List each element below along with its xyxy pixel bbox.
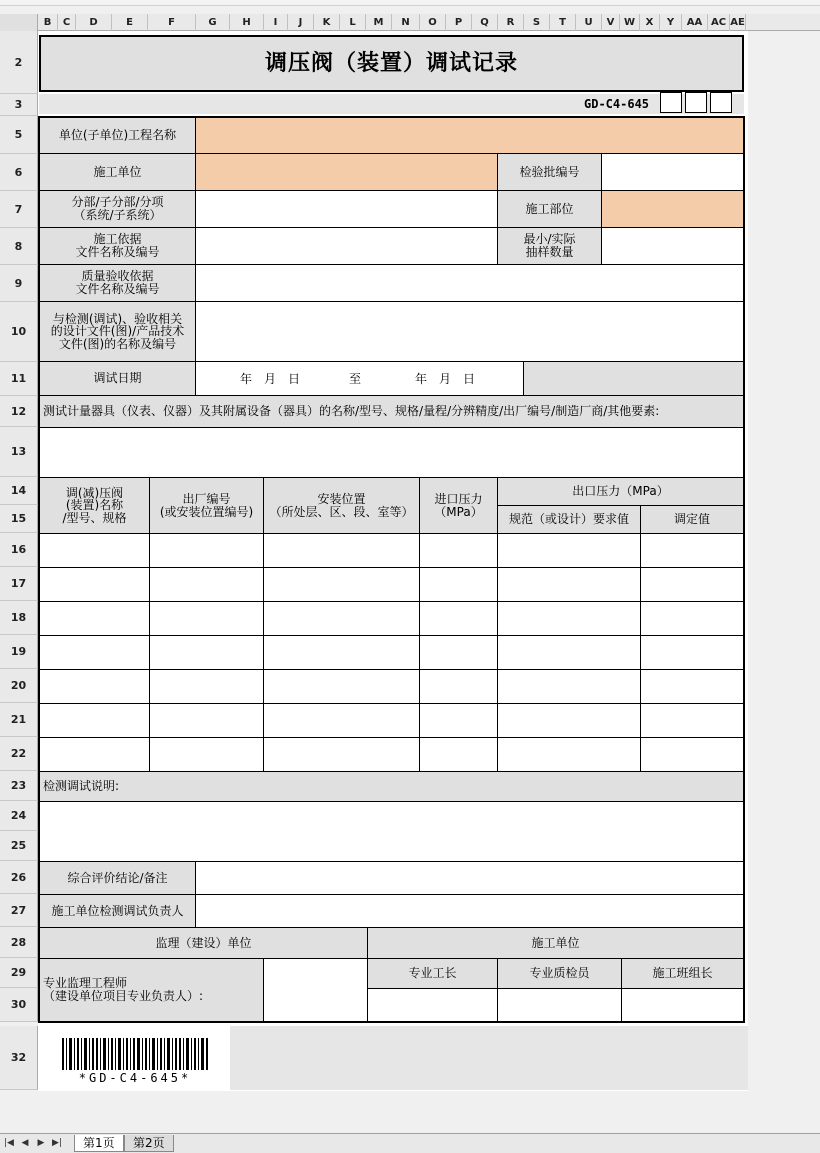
quality-basis-label-line1: 质量验收依据 [81,269,154,284]
table-cell[interactable] [263,567,420,602]
column-header[interactable]: V [602,14,620,31]
table-cell[interactable] [497,669,641,704]
column-header[interactable]: K [314,14,340,31]
debug-date-label: 调试日期 [39,361,196,396]
column-header[interactable]: AA [682,14,708,31]
row-header[interactable]: 27 [0,894,38,927]
inlet-pressure-header [419,477,498,534]
subdivision-label-line2: （系统/子系统） [73,208,162,222]
checkbox-3[interactable] [710,92,732,113]
construction-part-label: 施工部位 [497,190,602,228]
table-cell[interactable] [419,703,498,738]
conclusion-input[interactable] [195,861,744,895]
row-header[interactable]: 8 [0,228,38,265]
column-header[interactable]: L [340,14,366,31]
table-cell[interactable] [149,703,264,738]
row-header[interactable]: 11 [0,362,38,396]
column-header[interactable]: S [524,14,550,31]
subdivision-label-line1: 分部/子分部/分项 [71,195,164,210]
date-blank-cell [523,361,744,396]
sampling-label-line2: 抽样数量 [525,245,574,259]
inspection-batch-label: 检验批编号 [497,153,602,191]
column-header[interactable]: F [148,14,196,31]
column-header[interactable]: C [58,14,76,31]
subdivision-input[interactable] [195,190,498,228]
basis-label-line1: 施工依据 [93,232,142,247]
design-docs-label [39,301,196,362]
basis-label-line2: 文件名称及编号 [75,245,160,259]
table-cell[interactable] [497,703,641,738]
set-value-header: 调定值 [640,505,744,534]
last-sheet-icon[interactable]: ▶| [52,1138,62,1148]
serial-header [149,477,264,534]
notes-input[interactable] [39,801,744,862]
form-title[interactable]: 调压阀（装置）调试记录 [39,35,744,92]
column-header[interactable]: M [366,14,392,31]
table-cell[interactable] [497,601,641,636]
table-cell[interactable] [497,635,641,670]
table-cell[interactable] [149,567,264,602]
row-header[interactable]: 18 [0,601,38,635]
row-header[interactable]: 23 [0,771,38,801]
column-header[interactable]: B [38,14,58,31]
supervisor-label [39,958,264,1022]
column-header[interactable]: H [230,14,264,31]
design-docs-label-line3: 文件(图)的名称及编号 [58,336,177,351]
table-cell[interactable] [149,533,264,568]
table-cell[interactable] [419,635,498,670]
row-header[interactable]: 29 [0,958,38,988]
toolbar-strip [0,0,820,6]
design-docs-input[interactable] [195,301,744,362]
table-cell[interactable] [39,601,150,636]
row-header[interactable]: 12 [0,396,38,427]
instruments-input[interactable] [39,427,744,478]
table-cell[interactable] [149,635,264,670]
barcode-image [62,1038,208,1070]
table-cell[interactable] [640,635,744,670]
column-header[interactable]: Y [660,14,682,31]
location-header-line1: 安装位置 [317,491,366,506]
construction-part-input[interactable] [601,190,744,228]
location-header-line2: （所处层、区、段、室等） [269,504,414,519]
table-cell[interactable] [263,533,420,568]
quality-basis-input[interactable] [195,264,744,302]
notes-label: 检测调试说明: [39,771,744,802]
inspection-batch-input[interactable] [601,153,744,191]
table-cell[interactable] [640,737,744,772]
supervisor-signature[interactable] [263,958,368,1022]
column-header[interactable]: R [498,14,524,31]
column-header[interactable]: AE [730,14,746,31]
checkbox-1[interactable] [660,92,682,113]
row-header[interactable]: 2 [0,31,38,94]
table-cell[interactable] [263,737,420,772]
column-header[interactable]: P [446,14,472,31]
row-header[interactable]: 16 [0,533,38,567]
barcode [40,1026,230,1090]
row-header[interactable]: 25 [0,831,38,861]
table-cell[interactable] [39,703,150,738]
table-cell[interactable] [39,533,150,568]
construction-unit-sign-label: 施工单位 [367,927,744,959]
checkbox-2[interactable] [685,92,707,113]
prev-sheet-icon[interactable]: ◀ [21,1138,29,1148]
quality-basis-label [39,264,196,302]
construction-unit-input[interactable] [195,153,498,191]
date-to-word: 至 [348,372,361,386]
foreman-label: 专业工长 [367,958,498,989]
barcode-text: *GD-C4-645* [78,1071,192,1085]
column-header[interactable]: N [392,14,420,31]
table-cell[interactable] [640,567,744,602]
first-sheet-icon[interactable]: |◀ [4,1138,14,1148]
column-header[interactable]: D [76,14,112,31]
valve-name-header [39,477,150,534]
valve-name-header-line2: (装置)名称 [65,498,124,513]
table-cell[interactable] [149,601,264,636]
row-header[interactable]: 32 [0,1026,38,1090]
serial-header-line2: (或安装位置编号) [159,504,254,519]
date-from[interactable]: 年 月 日 [239,372,300,386]
column-header[interactable]: G [196,14,230,31]
row-header[interactable]: 17 [0,567,38,601]
basis-label [39,227,196,265]
table-cell[interactable] [149,737,264,772]
table-cell[interactable] [497,567,641,602]
responsible-label: 施工单位检测调试负责人 [39,894,196,928]
column-header-bar [0,14,820,31]
table-cell[interactable] [263,635,420,670]
row-header[interactable]: 3 [0,94,38,116]
column-header[interactable]: Q [472,14,498,31]
outlet-pressure-header: 出口压力（MPa） [497,477,744,506]
row-header[interactable]: 14 [0,477,38,505]
team-leader-signature[interactable] [621,988,744,1022]
table-cell[interactable] [39,669,150,704]
table-cell[interactable] [419,737,498,772]
row-header[interactable]: 21 [0,703,38,737]
row-header[interactable]: 10 [0,302,38,362]
row-header[interactable]: 13 [0,427,38,477]
column-header[interactable]: E [112,14,148,31]
sampling-label-line1: 最小/实际 [523,232,576,247]
table-cell[interactable] [39,737,150,772]
row-header[interactable]: 19 [0,635,38,669]
sampling-label [497,227,602,265]
sheet-tab-bar [0,1133,820,1153]
team-leader-label: 施工班组长 [621,958,744,989]
foreman-signature[interactable] [367,988,498,1022]
table-cell[interactable] [419,567,498,602]
form-code: GD-C4-645 [584,97,650,111]
table-cell[interactable] [497,533,641,568]
construction-unit-label: 施工单位 [39,153,196,191]
valve-name-header-line1: 调(减)压阀 [65,485,124,500]
table-cell[interactable] [419,601,498,636]
instruments-label: 测试计量器具（仪表、仪器）及其附属设备（器具）的名称/型号、规格/量程/分辨精度/出厂编号/制造厂商/其他要素: [39,395,744,428]
conclusion-label: 综合评价结论/备注 [39,861,196,895]
supervision-unit-label: 监理（建设）单位 [39,927,368,959]
row-header[interactable]: 30 [0,988,38,1022]
next-sheet-icon[interactable]: ▶ [37,1138,45,1148]
table-cell[interactable] [39,567,150,602]
row-header[interactable]: 15 [0,505,38,533]
row-header[interactable]: 26 [0,861,38,894]
inlet-pressure-header-line2: （MPa） [434,504,483,519]
column-header[interactable]: X [640,14,660,31]
column-header[interactable]: AC [708,14,730,31]
column-header[interactable]: O [420,14,446,31]
table-cell[interactable] [263,703,420,738]
design-docs-label-line2: 的设计文件(图)/产品技术 [50,324,185,339]
date-to[interactable]: 年 月 日 [414,372,475,386]
barcode-row-bg [230,1026,748,1090]
row-header[interactable]: 9 [0,265,38,302]
row-header[interactable]: 24 [0,801,38,831]
row-header[interactable]: 20 [0,669,38,703]
tab-page-1[interactable]: 第1页 [74,1135,124,1152]
quality-basis-label-line2: 文件名称及编号 [75,282,160,296]
tab-page-2[interactable]: 第2页 [124,1135,174,1152]
row-header[interactable]: 5 [0,116,38,154]
table-cell[interactable] [640,533,744,568]
quality-inspector-label: 专业质检员 [497,958,622,989]
select-all-corner[interactable] [0,14,38,31]
supervisor-label-line1: 专业监理工程师 [43,976,128,991]
table-cell[interactable] [149,669,264,704]
spec-value-header: 规范（或设计）要求值 [497,505,641,534]
table-cell[interactable] [419,669,498,704]
column-header[interactable]: W [620,14,640,31]
unit-project-input[interactable] [195,117,744,154]
unit-project-label: 单位(子单位)工程名称 [39,117,196,154]
design-docs-label-line1: 与检测(调试)、验收相关 [52,311,183,326]
table-cell[interactable] [263,601,420,636]
table-cell[interactable] [640,601,744,636]
table-cell[interactable] [497,737,641,772]
table-cell[interactable] [640,703,744,738]
sampling-input[interactable] [601,227,744,265]
row-header[interactable]: 7 [0,191,38,228]
inlet-pressure-header-line1: 进口压力 [434,491,483,506]
subdivision-label [39,190,196,228]
column-header[interactable]: T [550,14,576,31]
row-header[interactable]: 6 [0,154,38,191]
row-header[interactable]: 28 [0,927,38,958]
basis-input[interactable] [195,227,498,265]
serial-header-line1: 出厂编号 [182,491,231,506]
table-cell[interactable] [263,669,420,704]
supervisor-label-line2: （建设单位项目专业负责人）: [43,989,204,1003]
location-header [263,477,420,534]
column-header[interactable]: J [288,14,314,31]
table-cell[interactable] [419,533,498,568]
column-header[interactable]: U [576,14,602,31]
row-header[interactable]: 22 [0,737,38,771]
table-cell[interactable] [640,669,744,704]
column-header[interactable]: I [264,14,288,31]
table-cell[interactable] [39,635,150,670]
valve-name-header-line3: /型号、规格 [62,510,127,525]
responsible-input[interactable] [195,894,744,928]
quality-inspector-signature[interactable] [497,988,622,1022]
